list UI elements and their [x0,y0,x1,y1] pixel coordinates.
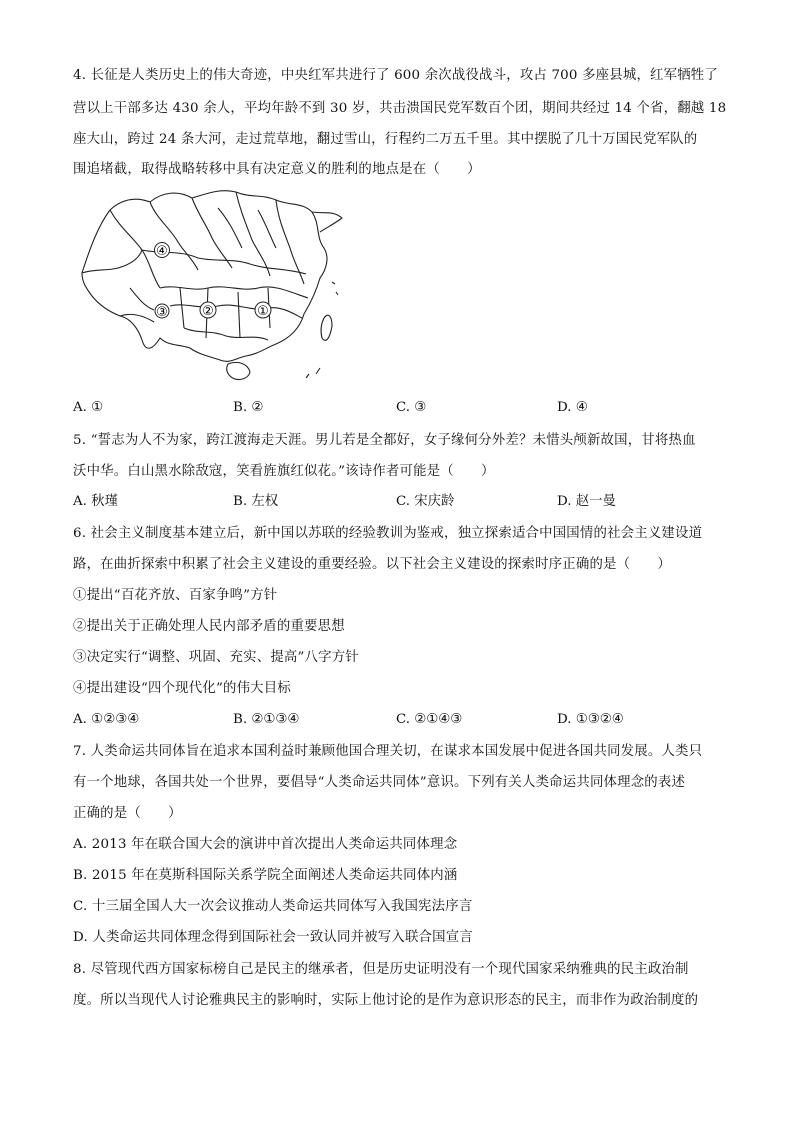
map-label-2: ② [202,304,214,319]
q7-option-d: D. 人类命运共同体理念得到国际社会一致认同并被写入联合国宣言 [73,930,473,945]
q7-line-3: 正确的是（ ） [73,806,182,821]
q6-option-c: C. ②①④③ [396,712,463,727]
q7-option-a: A. 2013 年在联合国大会的演讲中首次提出人类命运共同体理念 [73,837,458,852]
q7-line-1: 7. 人类命运共同体旨在追求本国利益时兼顾他国合理关切，在谋求本国发展中促进各国共同发展。人类只 [73,744,703,759]
q4-option-c: C. ③ [396,400,427,415]
map-label-1: ① [257,304,269,319]
q5-option-d: D. 赵一曼 [557,494,616,509]
q5-option-b: B. 左权 [233,494,279,509]
q8-line-1: 8. 尽管现代西方国家标榜自己是民主的继承者，但是历史证明没有一个现代国家采纳雅典的民主政治制 [73,962,689,977]
china-outline-map [80,188,350,388]
q8-line-2: 度。所以当现代人讨论雅典民主的影响时，实际上他讨论的是作为意识形态的民主，而非作为政治制度的 [73,993,699,1008]
q6-line-2: 路，在曲折探索中积累了社会主义建设的重要经验。以下社会主义建设的探索时序正确的是（ ） [73,557,671,572]
q4-option-b: B. ② [233,400,264,415]
q6-option-b: B. ②①③④ [233,712,300,727]
q7-option-c: C. 十三届全国人大一次会议推动人类命运共同体写入我国宪法序言 [73,899,473,914]
q6-option-a: A. ①②③④ [73,712,140,727]
q4-line-1: 4. 长征是人类历史上的伟大奇迹，中央红军共进行了 600 余次战役战斗，攻占 700 多座县城，红军牺牲了 [73,68,718,83]
q5-option-a: A. 秋瑾 [73,494,118,509]
q7-line-2: 有一个地球，各国共处一个世界，要倡导“人类命运共同体”意识。下列有关人类命运共同体理念的表述 [73,775,686,790]
map-label-3: ③ [156,305,168,320]
q6-option-d: D. ①③②④ [557,712,624,727]
q4-option-a: A. ① [73,400,104,415]
q6-line-1: 6. 社会主义制度基本建立后，新中国以苏联的经验教训为鉴戒，独立探索适合中国国情的社会主义建设道 [73,526,703,541]
q4-line-2: 营以上干部多达 430 余人，平均年龄不到 30 岁，共击溃国民党军数百个团，期间共经过 14 个省，翻越 18 [73,101,727,116]
q6-item-3: ③决定实行“调整、巩固、充实、提高”八字方针 [73,650,359,665]
q5-line-2: 沃中华。白山黑水除敌寇，笑看旌旗红似花。”该诗作者可能是（ ） [73,464,495,479]
long-march-map [80,188,350,388]
q4-line-4: 围追堵截，取得战略转移中具有决定意义的胜利的地点是在（ ） [73,162,481,177]
q4-option-d: D. ④ [557,400,588,415]
map-label-4: ④ [156,244,168,259]
q5-line-1: 5. “誓志为人不为家，跨江渡海走天涯。男儿若是全都好，女子缘何分外差？未惜头颅新故国，甘将热血 [73,433,696,448]
q6-item-4: ④提出建设“四个现代化”的伟大目标 [73,681,291,696]
q6-item-2: ②提出关于正确处理人民内部矛盾的重要思想 [73,619,345,634]
q7-option-b: B. 2015 年在莫斯科国际关系学院全面阐述人类命运共同体内涵 [73,868,458,883]
q5-option-c: C. 宋庆龄 [396,494,455,509]
q6-item-1: ①提出“百花齐放、百家争鸣”方针 [73,588,278,603]
q4-line-3: 座大山，跨过 24 条大河，走过荒草地，翻过雪山，行程约二万五千里。其中摆脱了几十万国民党军队的 [73,132,698,147]
